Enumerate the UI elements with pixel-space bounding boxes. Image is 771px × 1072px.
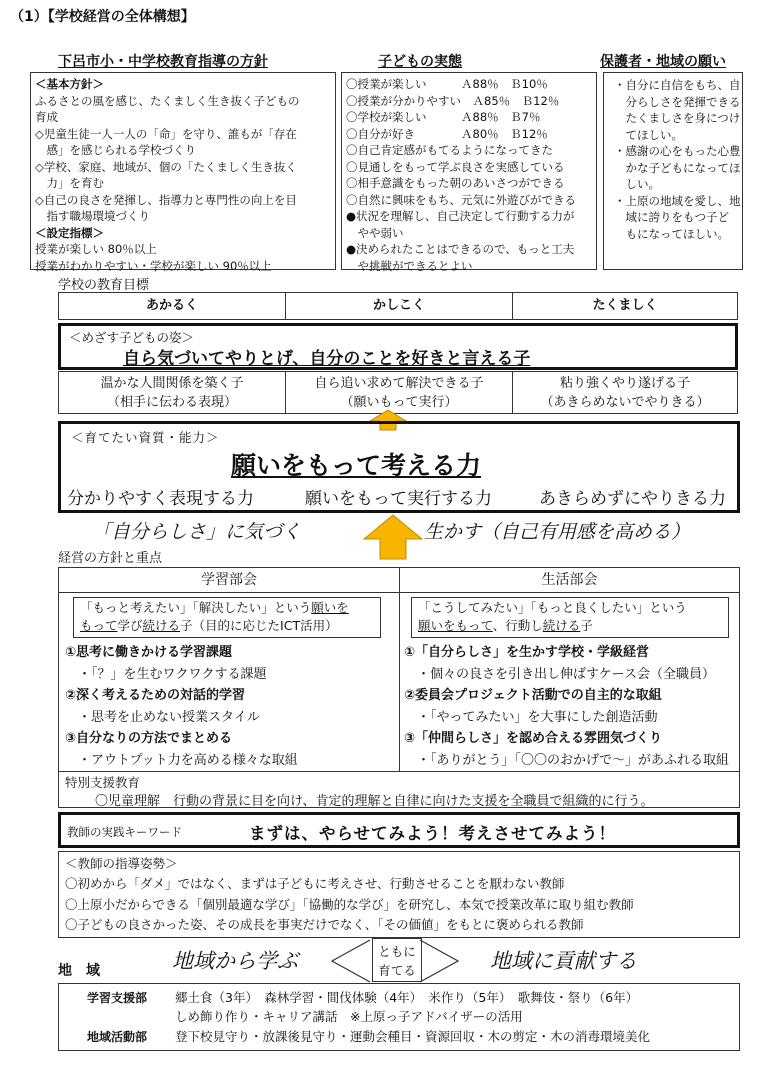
parents-line: 分らしさを発揮できる bbox=[614, 94, 741, 109]
goal-col-takumashiku: たくましく bbox=[592, 298, 658, 313]
life-list bbox=[404, 642, 729, 771]
management-label: 経営の方針と重点 bbox=[58, 551, 163, 566]
parents-line: ・上原の地域を愛し、地 bbox=[614, 193, 741, 208]
ability-item-2: 願いをもって実行する力 bbox=[305, 489, 492, 509]
policy-line: ＜基本方針＞ bbox=[35, 77, 104, 91]
stance-list bbox=[65, 874, 634, 936]
slogan-right: 生かす（自己有用感を高める） bbox=[424, 521, 691, 543]
goals-label: 学校の教育目標 bbox=[58, 278, 150, 293]
learning-item: ①思考に働きかける学習課題 bbox=[65, 645, 233, 660]
life-item: ②委員会プロジェクト活動での自主的な取組 bbox=[404, 688, 662, 703]
policy-line: 感」を感じられる学校づくり bbox=[35, 143, 196, 157]
parents-line: てほしい。 bbox=[614, 127, 683, 142]
parents-line: もになってほしい。 bbox=[614, 226, 729, 241]
ability-main: 願いをもって考える力 bbox=[231, 451, 482, 480]
children-line: 〇相手意識をもった朝のあいさつができる bbox=[346, 176, 565, 190]
ability-label: ＜育てたい資質・能力＞ bbox=[71, 430, 220, 445]
goal-col-kashikoku: かしこく bbox=[286, 293, 513, 319]
policy-line: 授業がわかりやすい・学校が楽しい 90％以上 bbox=[35, 258, 272, 273]
life-title: 生活部会 bbox=[541, 572, 598, 588]
children-box bbox=[341, 72, 597, 273]
learning-item: ・思考を止めない授業スタイル bbox=[65, 709, 260, 725]
children-line: 〇授業が楽しい Ａ88％ Ｂ10％ bbox=[346, 77, 548, 91]
policy-line: ふるさとの風を感じ、たくましく生き抜く子どもの bbox=[35, 93, 300, 108]
goal-sub-1: 温かな人間関係を築く子 （相手に伝わる表現） bbox=[59, 372, 286, 413]
parents-line: たくましさを身につけ bbox=[614, 111, 741, 125]
life-item: ・「ありがとう」「〇〇のおかげで～」があふれる取組 bbox=[404, 752, 730, 768]
community-box bbox=[58, 983, 740, 1051]
community-right: 地域に貢献する bbox=[490, 949, 637, 973]
learning-item: ③自分なりの方法でまとめる bbox=[65, 731, 233, 746]
parents-list bbox=[614, 77, 741, 242]
goal-sub-3: 粘り強くやり遂げる子 （あきらめないでやりきる） bbox=[540, 376, 710, 410]
management-box bbox=[58, 567, 740, 808]
life-item: ③「仲間らしさ」を認め合える雰囲気づくり bbox=[404, 731, 663, 746]
ideal-text: 自ら気づいてやりとげ、自分のことを好きと言える子 bbox=[123, 349, 531, 369]
policy-line: ＜設定指標＞ bbox=[35, 225, 104, 240]
ability-box bbox=[58, 421, 740, 513]
children-line: 〇見通しをもって学ぶ良さを実感している bbox=[346, 159, 565, 174]
children-line: 〇授業が分かりやすい Ａ85％ Ｂ12％ bbox=[346, 93, 560, 108]
learning-title: 学習部会 bbox=[201, 572, 257, 588]
management-divider bbox=[399, 568, 400, 771]
children-line: 〇学校が楽しい Ａ88％ Ｂ7％ bbox=[346, 110, 541, 124]
children-list bbox=[346, 76, 576, 274]
keyword-text: まずは、やらせてみよう！考えさせてみよう！ bbox=[249, 824, 617, 843]
parents-line: ・自分に自信をもち、自 bbox=[614, 78, 741, 92]
parents-box bbox=[603, 72, 743, 270]
slogan-left: 「自分らしさ」に気づく bbox=[92, 521, 302, 543]
policy-title: 下呂市小・中学校教育指導の方針 bbox=[58, 54, 268, 70]
life-item: ・「やってみたい」を大事にした創造活動 bbox=[404, 709, 658, 725]
policy-line: ◇学校、家庭、地域が、個の「たくましく生き抜く bbox=[35, 159, 297, 174]
parents-line: しい。 bbox=[614, 177, 660, 191]
children-title: 子どもの実態 bbox=[378, 54, 462, 70]
community-row-2-head: 地域活動部 bbox=[87, 1030, 148, 1044]
goals-table bbox=[58, 292, 738, 320]
policy-line: ◇児童生徒一人一人の「命」を守り、誰もが「存在 bbox=[35, 126, 297, 141]
life-item: ①「自分らしさ」を生かす学校・学級経営 bbox=[404, 645, 650, 660]
life-item: ・個々の良さを引き出し伸ばすケース会（全職員） bbox=[404, 666, 715, 682]
community-left: 地域から学ぶ bbox=[172, 949, 298, 973]
special-label: 特別支援教育 bbox=[65, 775, 141, 790]
goal-col-akaruku: あかるく bbox=[59, 293, 286, 319]
children-line: や挑戦ができるとよい bbox=[346, 258, 473, 273]
learning-item: ・「？」を生むワクワクする課題 bbox=[65, 666, 267, 682]
policy-line: ◇自己の良さを発揮し、指導力と専門性の向上を目 bbox=[35, 192, 297, 207]
goal-sub-2: 自ら追い求めて解決できる子 （願いもって実行） bbox=[286, 372, 513, 413]
management-footer-line bbox=[59, 771, 739, 772]
stance-line: 〇子どもの良さかった姿、その成長を事実だけでなく、「その価値」をもとに褒められる教師 bbox=[65, 917, 584, 932]
community-label: 地 域 bbox=[58, 963, 100, 979]
children-line: 〇自己肯定感がもてるようになってきた bbox=[346, 143, 553, 157]
ideal-label: ＜めざす子どもの姿＞ bbox=[69, 330, 195, 345]
page-heading: （1）【学校経営の全体構想】 bbox=[10, 9, 195, 25]
big-up-arrow-icon bbox=[362, 513, 424, 561]
stance-label: ＜教師の指導姿勢＞ bbox=[65, 856, 178, 871]
policy-line: 授業が楽しい 80％以上 bbox=[35, 242, 157, 256]
learning-item: ・アウトプット力を高める様々な取組 bbox=[65, 752, 298, 768]
policy-line: 育成 bbox=[35, 110, 58, 124]
learning-list bbox=[65, 642, 298, 771]
goal-sub-table bbox=[58, 371, 738, 414]
together-box: ともに 育てる bbox=[372, 938, 422, 982]
community-row-1-head: 学習支援部 bbox=[87, 991, 148, 1005]
community-row-1-line-1: 郷土食（3年） 森林学習・間伐体験（4年） 米作り（5年） 歌舞伎・祭り（6年） bbox=[175, 990, 639, 1005]
learning-goal-box: 「もっと考えたい」「解決したい」という願いを もって学び続ける子（目的に応じたICT活用） bbox=[73, 597, 381, 638]
keyword-box bbox=[58, 812, 740, 848]
life-goal-box: 「こうしてみたい」「もっと良くしたい」という 願いをもって、行動し続ける子 bbox=[411, 597, 729, 638]
ability-item-3: あきらめずにやりきる力 bbox=[539, 489, 726, 509]
children-line: やや弱い bbox=[346, 225, 404, 240]
ideal-child-box bbox=[58, 323, 738, 370]
parents-line: ・感謝の心をもった心豊 bbox=[614, 144, 741, 158]
learning-item: ②深く考えるための対話的学習 bbox=[65, 688, 246, 703]
ability-item-1: 分かりやすく表現する力 bbox=[67, 489, 254, 509]
children-line: ●状況を理解し、自己決定して行動する力が bbox=[346, 209, 575, 223]
stance-line: 〇上原小だからできる「個別最適な学び」「協働的な学び」を研究し、本気で授業改革に取り組む教師 bbox=[65, 896, 634, 912]
policy-list bbox=[35, 76, 300, 274]
parents-title: 保護者・地域の願い bbox=[600, 54, 726, 70]
management-header-line bbox=[59, 592, 739, 593]
community-row-1-line-2: しめ飾り作り・キャリア講話 ※上原っ子アドバイザーの活用 bbox=[175, 1009, 523, 1024]
policy-line: 力」を育む bbox=[35, 176, 104, 190]
children-line: 〇自然に興味をもち、元気に外遊びができる bbox=[346, 192, 576, 207]
parents-line: 域に誇りをもつ子ど bbox=[614, 210, 729, 224]
policy-line: 指す職場環境づくり bbox=[35, 209, 150, 223]
stance-box bbox=[58, 851, 740, 938]
children-line: 〇自分が好き Ａ80％ Ｂ12％ bbox=[346, 126, 548, 141]
community-row-2-line-1: 登下校見守り・放課後見守り・運動会種目・資源回収・木の剪定・木の消毒環境美化 bbox=[175, 1029, 651, 1044]
keyword-label: 教師の実践キーワード bbox=[67, 825, 182, 839]
stance-line: 〇初めから「ダメ」ではなく、まずは子どもに考えさせ、行動させることを厭わない教師 bbox=[65, 876, 565, 891]
policy-box bbox=[30, 72, 336, 273]
children-line: ●決められたことはできるので、もっと工夫 bbox=[346, 242, 575, 256]
special-text: 〇児童理解 行動の背景に目を向け、肯定的理解と自律に向けた支援を全職員で組織的に行う。 bbox=[95, 794, 654, 809]
parents-line: かな子どもになってほ bbox=[614, 160, 741, 175]
